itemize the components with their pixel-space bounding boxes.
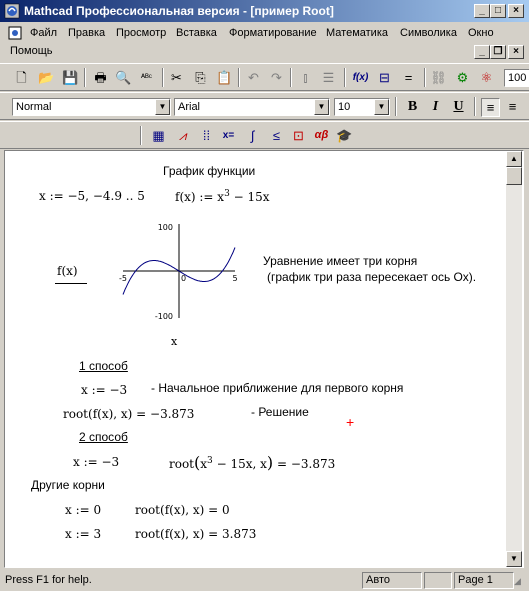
evaluation-icon[interactable]: x= [222, 130, 235, 141]
document-icon[interactable] [8, 26, 22, 40]
copy-icon[interactable]: ⎘ [195, 70, 206, 85]
range-definition[interactable]: x := −5, −4.9 .. 5 [39, 189, 145, 203]
align-down-icon[interactable]: ☰ [322, 70, 335, 85]
save-icon[interactable]: 💾 [62, 70, 79, 85]
status-panel-empty1 [424, 572, 452, 589]
doc-minimize-button[interactable]: _ [474, 45, 490, 59]
standard-toolbar [0, 63, 529, 91]
x-tick-5: 5 [232, 274, 238, 283]
status-help-text: Press F1 for help. [5, 574, 92, 586]
scroll-up-button[interactable]: ▲ [506, 151, 522, 167]
menu-edit[interactable]: Правка [68, 27, 106, 39]
component-icon[interactable]: ⚙ [456, 70, 469, 85]
comment-three-roots: Уравнение имеет три корня [263, 254, 418, 268]
method-2-heading: 2 способ [79, 430, 128, 444]
menu-bar [0, 22, 529, 62]
undo-icon[interactable]: ↶ [248, 70, 259, 85]
paste-icon[interactable]: 📋 [216, 70, 233, 85]
x-tick-minus5: -5 [119, 274, 127, 283]
resource-center-icon[interactable]: ⚛ [480, 70, 493, 85]
resize-grip-icon: ◢ [514, 576, 521, 586]
method-1-guess-note: - Начальное приближение для первого корня [151, 381, 404, 395]
new-icon[interactable]: 🗋 [16, 70, 27, 85]
doc-restore-button[interactable]: ❐ [490, 45, 506, 59]
comment-crosses-axis: (график три раза пересекает ось Ох). [267, 270, 477, 284]
vertical-scrollbar[interactable] [506, 151, 522, 567]
y-tick-100: 100 [157, 223, 173, 232]
calculate-icon[interactable]: = [404, 70, 413, 85]
bold-button[interactable]: B [407, 99, 418, 114]
doc-close-button[interactable]: × [508, 45, 524, 59]
scroll-down-button[interactable]: ▼ [506, 551, 522, 567]
method-2-initial-guess[interactable]: x := −3 [73, 455, 120, 469]
calculus-icon[interactable]: ∫ [250, 128, 255, 143]
redo-icon[interactable]: ↷ [271, 70, 282, 85]
font-size-select[interactable]: 10 ▼ [334, 98, 390, 116]
menu-view[interactable]: Просмотр [116, 27, 167, 39]
boolean-icon[interactable]: ≤ [272, 128, 281, 143]
formatting-toolbar [0, 92, 529, 120]
menu-help[interactable]: Помощь [10, 45, 53, 57]
insert-unit-icon[interactable]: ⊟ [379, 70, 390, 85]
menu-symbolics[interactable]: Символика [400, 27, 457, 39]
insertion-cursor: + [346, 414, 355, 430]
spellcheck-icon[interactable]: ᴬᴮᶜ [141, 72, 152, 82]
calculator-icon[interactable]: ▦ [152, 128, 165, 143]
programming-icon[interactable]: ⊡ [293, 128, 304, 143]
align-left-icon[interactable]: ≡ [481, 98, 500, 117]
function-definition[interactable]: f(x) := $x^3 - 15x$ [175, 189, 270, 204]
menu-window[interactable]: Окно [468, 27, 494, 39]
align-center-icon[interactable]: ≡ [508, 99, 517, 114]
style-select[interactable]: Normal ▼ [12, 98, 171, 116]
title-bar [0, 0, 529, 22]
menu-math[interactable]: Математика [326, 27, 388, 39]
heading: График функции [163, 164, 256, 178]
minimize-button[interactable]: _ [474, 4, 490, 18]
y-tick-minus100: -100 [154, 312, 173, 321]
print-icon[interactable]: 🖶 [94, 70, 107, 85]
status-page: Page 1 [454, 572, 514, 589]
root-3-initial-guess[interactable]: x := 3 [65, 527, 102, 541]
status-bar [0, 570, 529, 591]
function-plot[interactable] [105, 221, 247, 326]
method-1-initial-guess[interactable]: x := −3 [81, 383, 128, 397]
italic-button[interactable]: I [432, 99, 439, 114]
method-2-root[interactable]: $root(x^3 - 15x$, x) = −3.873 [169, 453, 336, 472]
other-roots-heading: Другие корни [31, 478, 105, 492]
plot-x-label: x [171, 335, 178, 348]
status-calc-mode: Авто [362, 572, 422, 589]
mathcad-icon [4, 3, 20, 19]
scroll-thumb[interactable] [506, 167, 522, 185]
menu-insert[interactable]: Вставка [176, 27, 217, 39]
cut-icon[interactable]: ✂ [171, 70, 182, 85]
align-across-icon[interactable]: ⫾ [303, 70, 308, 85]
root-2-initial-guess[interactable]: x := 0 [65, 503, 102, 517]
root-3-result[interactable]: root(f(x), x) = 3.873 [135, 527, 257, 541]
menu-file[interactable]: Файл [30, 27, 58, 39]
underline-button[interactable]: U [453, 99, 464, 114]
symbolic-icon[interactable]: 🎓 [336, 128, 353, 143]
open-icon[interactable]: 📂 [38, 70, 55, 85]
matrix-icon[interactable]: ⁞⁞ [202, 128, 211, 143]
print-preview-icon[interactable]: 🔍 [115, 70, 132, 85]
method-1-root[interactable]: root(f(x), x) = −3.873 [63, 407, 195, 421]
window-title: Mathcad Профессиональная версия - [пример Root] [24, 4, 334, 18]
hyperlink-icon[interactable]: ⛓ [430, 70, 447, 85]
maximize-button[interactable]: □ [490, 4, 506, 18]
x-tick-0: 0 [181, 274, 187, 283]
insert-function-icon[interactable]: f(x) [352, 72, 369, 83]
menu-format[interactable]: Форматирование [229, 27, 317, 39]
worksheet[interactable] [4, 150, 524, 568]
zoom-select[interactable]: 100 [504, 69, 529, 87]
graph-icon[interactable]: ⩘ [178, 128, 187, 143]
math-toolbar [0, 121, 529, 149]
root-2-result[interactable]: root(f(x), x) = 0 [135, 503, 230, 517]
close-button[interactable]: × [508, 4, 524, 18]
font-select[interactable]: Arial ▼ [174, 98, 330, 116]
method-1-root-note: - Решение [251, 405, 309, 419]
plot-y-label: f(x) [57, 264, 78, 278]
method-1-heading: 1 способ [79, 359, 128, 373]
greek-icon[interactable]: αβ [314, 129, 329, 141]
